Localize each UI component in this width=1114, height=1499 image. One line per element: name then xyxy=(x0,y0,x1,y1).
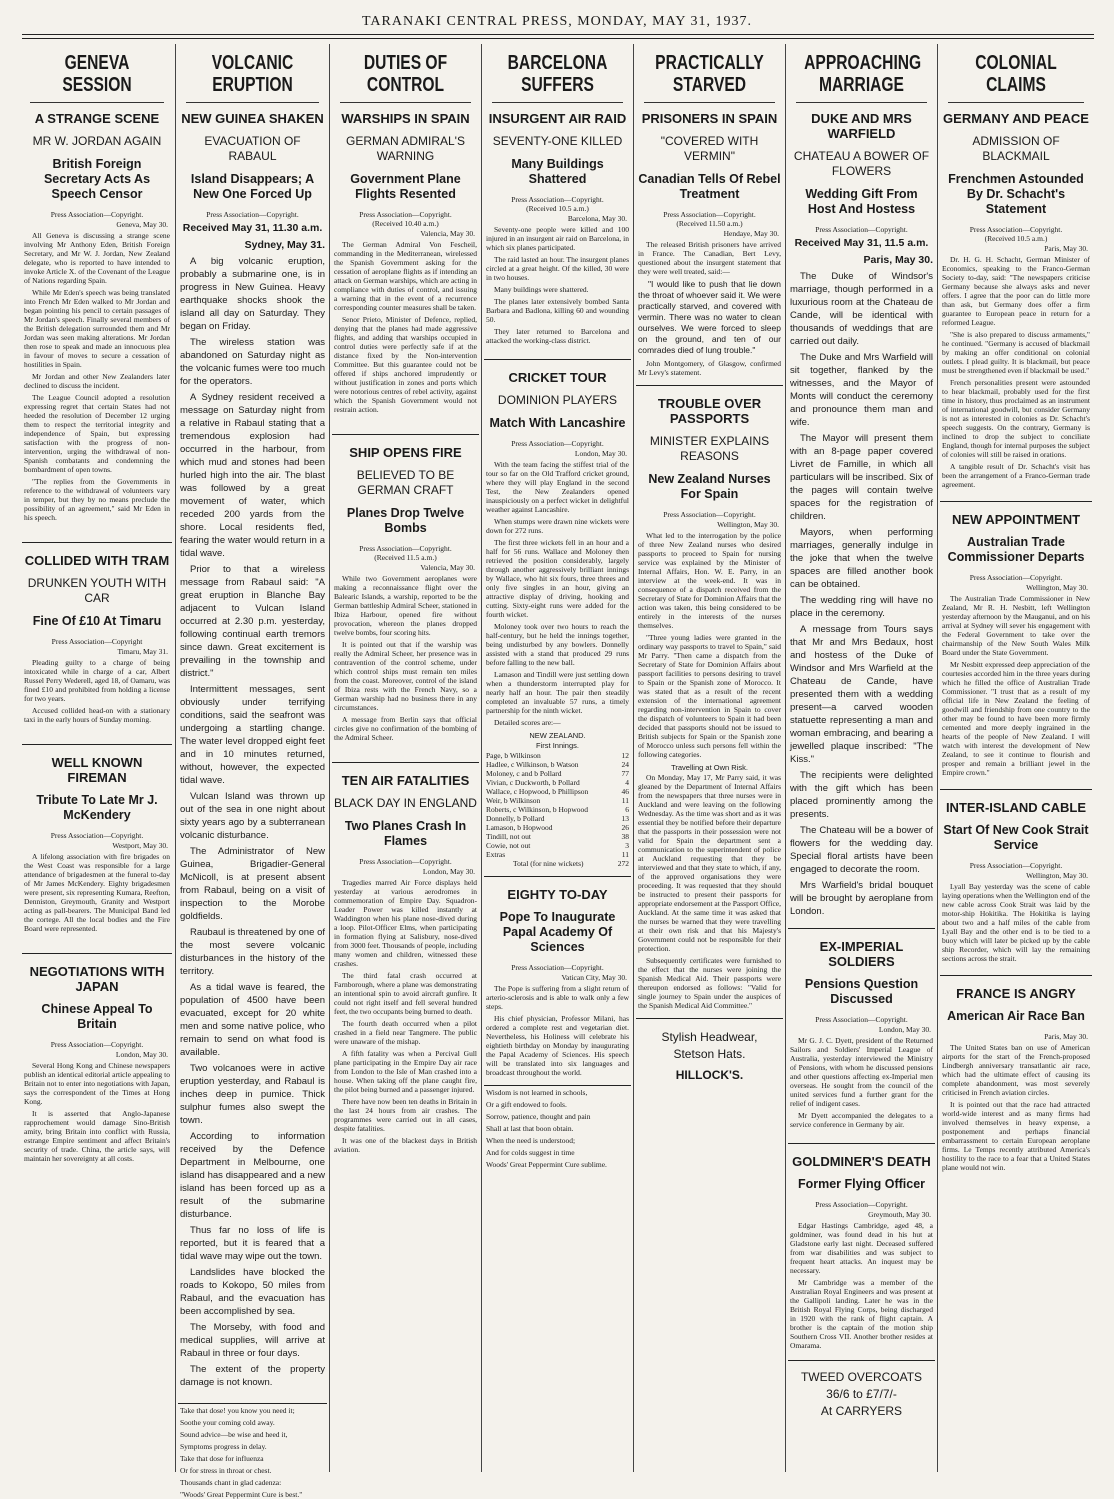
byline: Press Association—Copyright. xyxy=(815,225,908,234)
paragraph: Two volcanoes were in active eruption yesterday, and Rabaul is inches deep in pumice. Thick sulphur fumes also swept the town. xyxy=(180,1063,325,1126)
ad-line: Thousands chant in glad cadenza: xyxy=(180,1478,282,1487)
deck: Canadian Tells Of Rebel Treatment xyxy=(638,172,781,201)
headline: BARCELONA SUFFERS xyxy=(507,52,608,96)
ad-line: HILLOCK'S. xyxy=(675,1068,744,1082)
deck: Island Disappears; A New One Forced Up xyxy=(190,172,315,201)
paragraph: The United States ban on use of American airports for the start of the French-proposed Lindbergh anniversary transatlantic air race, which had the ultimate effect of causing its complete abandonment, was most severely criticised in French aviation circles. xyxy=(942,1043,1090,1097)
section-head: NEGOTIATIONS WITH JAPAN xyxy=(29,964,165,994)
deck: British Foreign Secretary Acts As Speech Censor xyxy=(43,157,151,201)
byline: Press Association—Copyright. xyxy=(359,210,452,219)
section-head: EX-IMPERIAL SOLDIERS xyxy=(819,939,904,969)
byline: Press Association—Copyright. xyxy=(359,857,452,866)
dateline: Paris, May 30. xyxy=(1044,1032,1088,1041)
paragraph: Lyall Bay yesterday was the scene of cable laying operations when the Wellington end of the new cable across Cook Strait was laid by the motor-ship Hokitika. The Hokitika is laying about two and a half miles of the cable from Lyall Bay and the other end is to be tied to a buoy which will later be picked up by the cable ship Recorder, which will lay the remaining sections across the strait. xyxy=(942,882,1090,963)
score-heading: NEW ZEALAND. xyxy=(529,731,586,740)
paragraph: The League Council adopted a resolution expressing regret that certain States had not heeded the resolution of December 12 urging them to respect the territorial integrity and independence of Spain, but expressing satisfaction with the progress of non-intervention, urging the withdrawal of non-Spanish combatants and condemning the bombardment of open towns. xyxy=(24,393,170,474)
dateline: Wellington, May 30. xyxy=(717,520,779,529)
paragraph: While two Government aeroplanes were making a reconnaissance flight over the Balearic Islands, a warship, reported to be the German battleship Admiral Scheer, stationed in Ibiza Harbour, opened fire without provocation, whereon the planes dropped twelve bombs, four scoring hits. xyxy=(334,574,477,637)
dateline: Timaru, May 31. xyxy=(117,647,168,656)
paragraph: The fourth death occurred when a pilot crashed in a field near Tangmere. The public were unaware of the mishap. xyxy=(334,1019,477,1046)
ad-line: Sound advice—be wise and heed it, xyxy=(180,1430,288,1439)
section-head: FRANCE IS ANGRY xyxy=(956,986,1076,1001)
paragraph: "She is also prepared to discuss armaments," he continued. "Germany is accused of blackmail by making an offer conditional on colonial outlets. I plead guilty. It is blackmail, but peace must be strengthened even if blackmail be used." xyxy=(942,330,1090,375)
byline: Press Association—Copyright. xyxy=(663,210,756,219)
section-head: NEW APPOINTMENT xyxy=(951,512,1081,527)
byline: Press Association—Copyright. xyxy=(663,510,756,519)
score-row: Weir, b Wilkinson 11 xyxy=(486,796,629,805)
masthead: TARANAKI CENTRAL PRESS, MONDAY, MAY 31, 1937. xyxy=(361,14,753,29)
dateline: Received May 31, 11.5 a.m. xyxy=(794,237,929,249)
paragraph: While Mr Eden's speech was being translated into French Mr Eden walked to Mr Jordan and began pointing his pencil to certain passages of Mr Jordan's speech. Finally several members of the British delegation surrounded them and Mr Jordan was seen making alterations. Mr Jordan then rose to speak and made an innocuous plea in favour of moves to secure a cessation of hostilities in Spain. xyxy=(24,288,170,369)
deck: A STRANGE SCENE xyxy=(34,111,160,126)
paragraph: A message from Tours says that Mr and Mrs Bedaux, host and hostess of the Duke of Windsor and Mrs Warfield at the Chateau de Cande, have presented them with a wedding present—a carved wooden statuette representing a man and woman embracing, and bearing a jewelled plaque inscribed: "The Kiss." xyxy=(790,624,933,765)
dateline: (Received 11.5 a.m.) xyxy=(374,553,437,562)
dateline: Hendaye, May 30. xyxy=(723,229,779,238)
paragraph: Detailed scores are:— xyxy=(494,718,561,727)
paragraph: Mrs Warfield's bridal bouquet will be brought by aeroplane from London. xyxy=(790,880,933,917)
dateline: Sydney, May 31. xyxy=(244,239,325,251)
ad-line: Shall at last that boon obtain. xyxy=(486,1124,574,1133)
paragraph: The planes later extensively bombed Santa Barbara and Badlona, killing 60 and wounding 50. xyxy=(486,297,629,324)
headline: COLONIAL CLAIMS xyxy=(975,52,1057,96)
deck: GERMAN ADMIRAL'S WARNING xyxy=(346,134,465,163)
score-row: Moloney, c and b Pollard 77 xyxy=(486,769,629,778)
byline: Press Association—Copyright. xyxy=(511,195,604,204)
subheading: Travelling at Own Risk. xyxy=(671,763,748,772)
headline: VOLCANIC ERUPTION xyxy=(211,52,294,96)
dateline: Barcelona, May 30. xyxy=(567,214,627,223)
paragraph: Moloney took over two hours to reach the half-century, but he held the innings together, being undisturbed by any bowlers. Donnelly assisted with a stand that produced 29 runs before falling to the new ball. xyxy=(486,622,629,667)
paragraph: Mr Dyett accompanied the delegates to a service conference in Germany by air. xyxy=(790,1111,933,1129)
paragraph: The Australian Trade Commissioner in New Zealand, Mr R. H. Nesbitt, left Wellington yesterday afternoon by the Mauganui, and on his arrival at Sydney will sever his engagement with the Federal Government to take over the chairmanship of the New South Wales Milk Board under the State Government. xyxy=(942,594,1090,657)
column-divider xyxy=(175,44,176,1472)
section-deck: Pope To Inaugurate Papal Academy Of Sciences xyxy=(499,910,616,954)
column-divider xyxy=(633,44,634,1472)
section-head: SHIP OPENS FIRE xyxy=(349,445,462,460)
dateline: Received May 31, 11.30 a.m. xyxy=(182,222,323,234)
score-row: Page, b Wilkinson 12 xyxy=(486,751,629,760)
section-deck: Match With Lancashire xyxy=(489,416,626,430)
byline: Press Association—Copyright. xyxy=(969,861,1063,870)
paragraph: All Geneva is discussing a strange scene involving Mr Anthony Eden, British Foreign Secretary, and Mr W. J. Jordan, New Zealand delegate, who is reported to have intended to invoke Article X. of the Covenant of the League of Nations regarding Spain. xyxy=(24,231,170,285)
score-row: Tindill, not out 38 xyxy=(486,832,629,841)
ad-line: "Woods' Great Peppermint Cure is best." xyxy=(180,1490,303,1499)
byline: Press Association—Copyright. xyxy=(511,963,604,972)
section-head: CRICKET TOUR xyxy=(508,370,607,385)
dateline: Vatican City, May 30. xyxy=(561,973,627,982)
deck: NEW GUINEA SHAKEN xyxy=(181,111,324,126)
dateline: Greymouth, May 30. xyxy=(868,1210,931,1219)
ad-line: Symptoms progress in delay. xyxy=(180,1442,267,1451)
paragraph: Landslides have blocked the roads to Kokopo, 50 miles from Rabaul, and the evacuation has been accomplished by sea. xyxy=(180,1267,325,1317)
score-row: Roberts, c Wilkinson, b Hopwood 6 xyxy=(486,805,629,814)
ad-line: And for colds suggest in time xyxy=(486,1148,575,1157)
column-duties xyxy=(332,44,479,1472)
paragraph: John Montgomery, of Glasgow, confirmed Mr Levy's statement. xyxy=(638,359,781,377)
ad-line: Wisdom is not learned in schools, xyxy=(486,1088,588,1097)
section-deck: DOMINION PLAYERS xyxy=(497,393,618,407)
paragraph: A big volcanic eruption, probably a submarine one, is in progress in New Guinea. Heavy earthquake shocks shook the island all day on Saturday. They began on Friday. xyxy=(180,256,325,332)
paragraph: The Mayor will present them with an 8-page paper covered Livret de Famille, in which all particulars will be inscribed. Six of the pages will contain twelve spaces for the registration of children. xyxy=(790,433,933,522)
ad-line: When the need is understood; xyxy=(486,1136,576,1145)
headline: PRACTICALLY STARVED xyxy=(655,52,764,96)
deck: Wedding Gift From Host And Hostess xyxy=(805,187,918,216)
dateline: Geneva, May 30. xyxy=(116,220,168,229)
section-deck: Start Of New Cook Strait Service xyxy=(943,823,1089,852)
ad-line: Sorrow, patience, thought and pain xyxy=(486,1112,591,1121)
paragraph: The Morseby, with food and medical supplies, will arrive at Rabaul in three or four days. xyxy=(180,1322,325,1359)
deck: ADMISSION OF BLACKMAIL xyxy=(972,134,1060,163)
column-colonial xyxy=(940,44,1092,1472)
column-divider xyxy=(937,44,938,1472)
section-deck: Planes Drop Twelve Bombs xyxy=(346,506,465,535)
paragraph: Subsequently certificates were furnished to the effect that the nurses were joining the Spanish Medical Aid. Their passports were thereupon endorsed as follows: "Valid for single journey to Spain under the auspices of the Spanish Medical Aid Committee." xyxy=(638,956,781,1010)
section-deck: Tribute To Late Mr J. McKendery xyxy=(36,793,158,822)
dateline: Wellington, May 30. xyxy=(1026,871,1088,880)
section-deck: New Zealand Nurses For Spain xyxy=(648,472,771,501)
byline: Press Association—Copyright. xyxy=(50,210,144,219)
paragraph: The Duke and Mrs Warfield will sit together, flanked by the witnesses, and the Mayor of Monts will conduct the ceremony and pronounce them man and wife. xyxy=(790,352,933,428)
deck: WARSHIPS IN SPAIN xyxy=(341,111,470,126)
quote-paragraph: "I would like to push that lie down the throat of whoever said it. We were practically starved, and covered with vermin. There was no water to clean ourselves. We were forced to sleep on the ground, and ten of our comrades died of lung trouble." xyxy=(638,279,781,355)
section-deck: BELIEVED TO BE GERMAN CRAFT xyxy=(356,468,455,497)
ad-line: Or a gift endowed to fools. xyxy=(486,1100,567,1109)
score-row: Lamason, b Hopwood 26 xyxy=(486,823,629,832)
deck: GERMANY AND PEACE xyxy=(943,111,1089,126)
paragraph: Mr Nesbitt expressed deep appreciation of the courtesies accorded him in the three years during which he filled the office of Australian Trade Commissioner. "I trust that as a result of my official life in New Zealand the feeling of goodwill and friendship from one country to the other may be found to have been more firmly cemented and more deeply ingrained in the hearts of the people of New Zealand. I will watch with interest the development of New Zealand, to see it continue to flourish and prosper and remain a brilliant jewel in the Empire crown." xyxy=(942,660,1090,777)
score-row: Wallace, c Hopwood, b Phillipson 46 xyxy=(486,787,629,796)
deck: PRISONERS IN SPAIN xyxy=(641,111,778,126)
paragraph: Many buildings were shattered. xyxy=(494,285,589,294)
paragraph: The wedding ring will have no place in the ceremony. xyxy=(790,595,933,619)
ad-line: Stetson Hats. xyxy=(673,1047,746,1061)
byline: Press Association—Copyright. xyxy=(511,439,604,448)
paragraph: It is pointed out that the race had attracted world-wide interest and as many firms had involved themselves in heavy expense, a postponement and perhaps financial embarrassment to certain European aeroplane firms. Le Temps recently attributed America's hostility to the race to a fear that a United States plane would not win. xyxy=(942,1100,1090,1172)
section-deck: MINISTER EXPLAINS REASONS xyxy=(649,434,770,463)
dateline: Valencia, May 30. xyxy=(420,229,475,238)
paragraph: There have now been ten deaths in Britain in the last 24 hours from air crashes. The programmes were carried out in all cases, despite fatalities. xyxy=(334,1097,477,1133)
paragraph: The wireless station was abandoned on Saturday night as the volcanic fumes were too much for the operators. xyxy=(180,337,325,387)
score-row: Hadlee, c Wilkinson, b Watson 24 xyxy=(486,760,629,769)
paragraph: A lifelong association with fire brigades on the West Coast was responsible for a large attendance of brigadesmen at the funeral to-day of Mr James McKendery. Eighty brigadesmen were present, six representing Kumara, Reefton, Denniston, Greymouth, Granity and Westport acting as pall-bearers. The Municipal Band led the cortege. All the local bodies and the Fire Board were represented. xyxy=(24,852,170,933)
paragraph: His chief physician, Professor Milani, has ordered a complete rest and vegetarian diet. Nevertheless, his Holiness will celebrate his eightieth birthday on Monday by inaugurating the Papal Academy of Sciences. His speech will be translated into six languages and broadcast throughout the world. xyxy=(486,1014,629,1077)
paragraph: Mr Cambridge was a member of the Australian Royal Engineers and was present at the Gallipoli landing. Later he was in the British Royal Flying Corps, being discharged in 1920 with the rank of flight captain. A brother is the captain of the motion ship Southern Cross VII. Another brother resides at Omarama. xyxy=(790,1278,933,1350)
section-deck: Fine Of £10 At Timaru xyxy=(32,614,162,628)
byline: Press Association—Copyright. xyxy=(815,1015,908,1024)
ad-line: Take that dose for influenza xyxy=(180,1454,264,1463)
section-deck: Australian Trade Commissioner Departs xyxy=(947,535,1085,564)
column-starved xyxy=(636,44,783,1472)
section-deck: Two Planes Crash In Flames xyxy=(344,819,467,848)
column-divider xyxy=(785,44,786,1472)
deck: Government Plane Flights Resented xyxy=(350,172,461,201)
paragraph: A fifth fatality was when a Percival Gull plane participating in the Empire Day air race from London to the Isle of Man crashed into a house. When taking off the plane caught fire, the pilot being burned and a passenger injured. xyxy=(334,1049,477,1094)
section-deck: DRUNKEN YOUTH WITH CAR xyxy=(27,576,167,605)
paragraph: Seventy-one people were killed and 100 injured in an insurgent air raid on Barcelona, in which six planes participated. xyxy=(486,225,629,252)
section-head: GOLDMINER'S DEATH xyxy=(792,1154,931,1169)
column-volcanic xyxy=(178,44,327,1499)
dateline: London, May 30. xyxy=(422,867,475,876)
paragraph: A message from Berlin says that official circles give no confirmation of the bombing of the Admiral Scheer. xyxy=(334,715,477,742)
deck: INSURGENT AIR RAID xyxy=(488,111,627,126)
dateline: (Received 10.40 a.m.) xyxy=(372,219,439,228)
dateline: Westport, May 30. xyxy=(112,841,168,850)
section-deck: Former Flying Officer xyxy=(797,1177,926,1191)
dateline: London, May 30. xyxy=(574,449,627,458)
column-divider xyxy=(329,44,330,1472)
section-head: INTER-ISLAND CABLE xyxy=(945,800,1087,815)
score-total: Total (for nine wickets) 272 xyxy=(513,859,629,868)
paragraph: Senor Prieto, Minister of Defence, replied, denying that the planes had made aggressive flights, and adding that warships occupied in control duties were perfectly safe if at the distance fixed by the Non-intervention Committee. But this guarantee could not be offered if ships anchored imprudently or without justification in zones and ports which were notorious centres of rebel activity, against which the Spanish Government would not restrain action. xyxy=(334,315,477,414)
ad-line: Take that dose! you know you need it; xyxy=(180,1406,295,1415)
deck: Frenchmen Astounded By Dr. Schacht's Statement xyxy=(948,172,1084,216)
score-row: Donnelly, b Pollard 13 xyxy=(486,814,629,823)
byline: Press Association—Copyright. xyxy=(50,831,144,840)
ad-line: TWEED OVERCOATS xyxy=(800,1370,923,1384)
paragraph: As a tidal wave is feared, the population of 4500 have been evacuated, except for 20 white men and some native police, who remain to send on what food is available. xyxy=(180,982,325,1058)
column-divider xyxy=(481,44,482,1472)
dateline: (Received 10.5 a.m.) xyxy=(526,204,589,213)
byline: Press Association—Copyright xyxy=(51,637,143,646)
paragraph: The German Admiral Von Fescheil, commanding in the Mediterranean, wirelessed the Spanish Government asking for the cessation of aeroplane flights as if intending an attack on German warships, which are acting in compliance with duties of control, and issuing a warning that in the event of a recurrence corresponding counter measures shall be taken. xyxy=(334,240,477,312)
dateline: (Received 11.50 a.m.) xyxy=(676,219,743,228)
dateline: Paris, May 30. xyxy=(1044,244,1088,253)
paragraph: The Duke of Windsor's marriage, though performed in a luxurious room at the Chateau de Cande, will be identical with thousands of weddings that are carried out daily. xyxy=(790,271,933,347)
paragraph: The third fatal crash occurred at Farnborough, where a plane was demonstrating an intentional spin to avoid aircraft gunfire. It could not right itself and fell several hundred feet, the two occupants being burned to death. xyxy=(334,971,477,1016)
section-head: EIGHTY TO-DAY xyxy=(507,887,608,902)
column-barcelona xyxy=(484,44,631,1472)
section-head: TROUBLE OVER PASSPORTS xyxy=(657,396,762,426)
paragraph: It was one of the blackest days in British aviation. xyxy=(334,1136,477,1154)
paragraph: Mayors, when performing marriages, generally indulge in the joke that when the twelve spaces are filled another book can be obtained. xyxy=(790,527,933,590)
score-row: Cowie, not out 3 xyxy=(486,841,629,850)
paragraph: French personalities present were astounded to hear blackmail, probably used for the first time in history, thus proclaimed as an instrument of international goodwill, but consider Germany is not as interested in colonies as Dr. Schacht's speech suggests. On the contrary, Germany is inclined to drop the subject to conciliate England, though for internal purposes the subject of colonies will still be raised in orations. xyxy=(942,378,1090,459)
paragraph: The Chateau will be a bower of flowers for the wedding day. Special floral artists have been engaged to decorate the room. xyxy=(790,825,933,875)
paragraph: Pleading guilty to a charge of being intoxicated while in charge of a car, Albert Russel Perry Wederell, aged 18, of Oamaru, was fined £10 and prohibited from holding a license for two years. xyxy=(24,658,170,703)
dateline: Valencia, May 30. xyxy=(420,563,475,572)
paragraph: Lamason and Tindill were just settling down when a thunderstorm interrupted play for nearly half an hour. The pair then steadily completed an invaluable 57 runs, a timely partnership for the ninth wicket. xyxy=(486,670,629,715)
section-deck: BLACK DAY IN ENGLAND xyxy=(334,796,477,810)
paragraph: Prior to that a wireless message from Rabaul said: "A great eruption in Blanche Bay adjacent to Vulcan Island occurred at 2.30 p.m. yesterday, following continual earth tremors since dawn. Great excitement is prevailing in the township and district." xyxy=(180,564,325,679)
paragraph: "Three young ladies were granted in the ordinary way passports to travel to Spain," said Mr Parry. "Then came a dispatch from the Secretary of State for Dominion Affairs about passport facilities to persons desiring to travel to Spain or the Spanish zone of Morocco. It was stated that as a result of the recent extension of the international agreement regarding non-intervention in Spain to cover the dispatch of volunteers to Spain it had been decided that passports should not be issued to British subjects for Spain or the Spanish zone of Morocco unless such persons fell within the following categories. xyxy=(638,633,781,759)
paragraph: Mr Jordan and other New Zealanders later declined to discuss the incident. xyxy=(24,372,170,390)
section-deck: Chinese Appeal To Britain xyxy=(41,1002,153,1031)
top-rule xyxy=(22,34,1094,35)
headline: APPROACHING MARRIAGE xyxy=(804,52,922,96)
paragraph: "The replies from the Governments in reference to the withdrawal of volunteers vary in temper, but they by no means preclude the possibility of an agreement," said Mr Eden in his speech. xyxy=(24,477,170,522)
byline: Press Association—Copyright. xyxy=(359,544,452,553)
paragraph: According to information received by the Defence Department in Melbourne, one island has disappeared and a new island has been forced up as a result of the submarine disturbance. xyxy=(180,1131,325,1220)
paragraph: Accused collided head-on with a stationary taxi in the early hours of Sunday morning. xyxy=(24,706,170,724)
paragraph: The raid lasted an hour. The insurgent planes circled at a great height. Of the killed, 30 were in two houses. xyxy=(486,255,629,282)
paragraph: The Administrator of New Guinea, Brigadier-General McNicoll, is at present absent from Rabaul, being on a visit of inspection to the Morobe goldfields. xyxy=(180,846,325,922)
dateline: Wellington, May 30. xyxy=(1026,583,1088,592)
paragraph: They later returned to Barcelona and attacked the working-class district. xyxy=(486,327,629,345)
paragraph: Thus far no loss of life is reported, but it is feared that a tidal wave may wipe out the town. xyxy=(180,1225,325,1262)
paragraph: A tangible result of Dr. Schacht's visit has been the arrangement of a Franco-German trade agreement. xyxy=(942,462,1090,489)
ad-line: Or for stress in throat or chest. xyxy=(180,1466,272,1475)
score-row: Vivian, c Duckworth, b Pollard 4 xyxy=(486,778,629,787)
section-head: COLLIDED WITH TRAM xyxy=(24,553,170,568)
paragraph: On Monday, May 17, Mr Parry said, it was gleaned by the Department of Internal Affairs from the newspapers that three nurses were in Auckland and were leaving on the following Wednesday. As the time was short and as it was essential they be notified before their departure that the passports in their possession were not valid for Spain the department sent a communication to the superintendent of police at Auckland requesting that they be interviewed and that they state to which, if any, of the approved organisations they were proceeding. It was requested that they should be instructed to present their passports for appropriate endorsement at the Passport Office, Auckland. At the same time it was asked that the nurses be warned that they were travelling at their own risk and that his Majesty's Government could not be responsible for their protection. xyxy=(638,773,781,953)
paragraph: Vulcan Island was thrown up out of the sea in one night about sixty years ago by a subterranean volcanic disturbance. xyxy=(180,791,325,841)
deck: CHATEAU A BOWER OF FLOWERS xyxy=(793,149,930,178)
paragraph: A Sydney resident received a message on Saturday night from a relative in Rabaul stating that a tremendous explosion had occurred in the harbour, from which mud and stones had been hurled high into the air. The blast was followed by a great movement of water, which receded 200 yards from the shore. Local residents fled, fearing the water would return in a tidal wave. xyxy=(180,392,325,559)
byline: Press Association—Copyright. xyxy=(206,210,299,219)
paragraph: Raubaul is threatened by one of the most severe volcanic disturbances in the history of the territory. xyxy=(180,927,325,977)
dateline: (Received 10.5 a.m.) xyxy=(984,234,1048,243)
paragraph: It is pointed out that if the warship was really the Admiral Scheer, her presence was in contravention of the control scheme, under which control ships must remain ten miles from the coast. Moreover, control of the island of Ibiza rests with the French Navy, so a German warship had no business there in any circumstances. xyxy=(334,640,477,712)
deck: SEVENTY-ONE KILLED xyxy=(492,134,623,148)
section-head: WELL KNOWN FIREMAN xyxy=(51,755,143,785)
byline: Press Association—Copyright. xyxy=(969,573,1063,582)
paragraph: Tragedies marred Air Force displays held yesterday at various aerodromes in commemoration of Empire Day. Squadron-Leader Power was killed instantly at Waddington when his plane nose-dived during a loop. Pilot-Officer Elms, when participating in formation flying at Salisbury, nose-dived from 3000 feet. Thousands of people, including many women and children, witnessed these crashes. xyxy=(334,878,477,968)
paragraph: With the team facing the stiffest trial of the tour so far on the Old Trafford cricket ground, where they will play England in the second Test, the New Zealanders opened inauspiciously on a perfect wicket in delightful weather against Lancashire. xyxy=(486,460,629,514)
paragraph: What led to the interrogation by the police of three New Zealand nurses who desired passports to proceed to Spain for nursing service was explained by the Minister of Internal Affairs, Hon. W. E. Parry, in an interview at the week-end. It was in consequence of a dispatch received from the Secretary of State for Dominion Affairs that the action was taken, this being considered to be entirely in the interests of the nurses themselves. xyxy=(638,531,781,630)
paragraph: The extent of the property damage is not known. xyxy=(180,1364,325,1388)
byline: Press Association—Copyright. xyxy=(969,225,1063,234)
paragraph: Mr G. J. C. Dyett, president of the Returned Sailors and Soldiers' Imperial League of Australia, yesterday interviewed the Ministry of Pensions, with whom he discussed pensions and other questions affecting ex-Imperial men overseas. He sought from the council of the united services fund a further grant for the relief of indigent cases. xyxy=(790,1036,933,1108)
deck: Many Buildings Shattered xyxy=(511,157,604,186)
deck: "COVERED WITH VERMIN" xyxy=(660,134,759,163)
byline: Press Association—Copyright. xyxy=(50,1040,144,1049)
section-head: TEN AIR FATALITIES xyxy=(341,773,470,788)
headline: GENEVA SESSION xyxy=(62,52,132,96)
paragraph: When stumps were drawn nine wickets were down for 272 runs. xyxy=(486,517,629,535)
paragraph: The Pope is suffering from a slight return of arterio-sclerosis and is able to walk only a few steps. xyxy=(486,984,629,1011)
paragraph: Edgar Hastings Cambridge, aged 48, a goldminer, was found dead in his hut at Gladstone early last night. Deceased suffered from war disabilities and was subject to frequent heart attacks. An inquest may be necessary. xyxy=(790,1221,933,1275)
top-rule-2 xyxy=(22,38,1094,39)
deck: MR W. JORDAN AGAIN xyxy=(32,134,162,148)
column-marriage xyxy=(788,44,935,1472)
paragraph: Intermittent messages, sent obviously under terrifying conditions, said the seafront was undergoing a startling change. The water level dropped eight feet and in 10 minutes returned, without, however, the expected tidal wave. xyxy=(180,684,325,786)
paragraph: It is asserted that Anglo-Japanese rapprochement would damage Sino-British amity, bring Britain into conflict with Russia, estrange Empire sentiment and affect Britain's security of trade. China, the article says, will maintain her sovereignty at all costs. xyxy=(24,1109,170,1163)
ad-line: Soothe your coming cold away. xyxy=(180,1418,275,1427)
dateline: London, May 30. xyxy=(115,1050,168,1059)
deck: EVACUATION OF RABAUL xyxy=(204,134,301,163)
deck: DUKE AND MRS WARFIELD xyxy=(811,111,912,141)
headline: DUTIES OF CONTROL xyxy=(363,52,448,96)
byline: Press Association—Copyright. xyxy=(815,1200,908,1209)
dateline: Paris, May 30. xyxy=(863,254,933,266)
paragraph: Dr. H. G. H. Schacht, German Minister of Economics, speaking to the Franco-German Society to-day, said: "The newspapers criticise Germany because she always asks and never offers. I agree that the poor can do little more than ask, but Germany does offer a firm guarantee to European peace in return for a reformed League. xyxy=(942,255,1090,327)
section-deck: Pensions Question Discussed xyxy=(804,977,919,1006)
paragraph: The recipients were delighted with the gift which has been placed prominently among the presents. xyxy=(790,770,933,820)
ad-line: Stylish Headwear, xyxy=(661,1030,758,1044)
paragraph: Several Hong Kong and Chinese newspapers publish an identical editorial article appealing to Britain not to enter into negotiations with Japan, says the correspondent of the Times at Hong Kong. xyxy=(24,1061,170,1106)
scorecard xyxy=(484,751,631,868)
dateline: London, May 30. xyxy=(878,1025,931,1034)
score-row: Extras 11 xyxy=(486,850,629,859)
score-subheading: First Innings. xyxy=(536,741,579,750)
ad-line: 36/6 to £7/7/- xyxy=(826,1387,897,1401)
column-geneva xyxy=(22,44,172,1472)
paragraph: The first three wickets fell in an hour and a half for 56 runs. Wallace and Moloney then retrieved the position considerably, largely through another aggressively brilliant innings by Wallace, who hit six fours, three threes and only five singles in an hour, giving an attractive display of driving, hooking and cutting. Sixty-eight runs were added for the fourth wicket. xyxy=(486,538,629,619)
ad-line: At CARRYERS xyxy=(820,1404,903,1418)
paragraph: The released British prisoners have arrived in France. The Canadian, Bert Levy, questioned about the insurgent statement that they were well treated, said:— xyxy=(638,240,781,276)
ad-line: Woods' Great Peppermint Cure sublime. xyxy=(486,1160,607,1169)
section-deck: American Air Race Ban xyxy=(947,1009,1085,1023)
